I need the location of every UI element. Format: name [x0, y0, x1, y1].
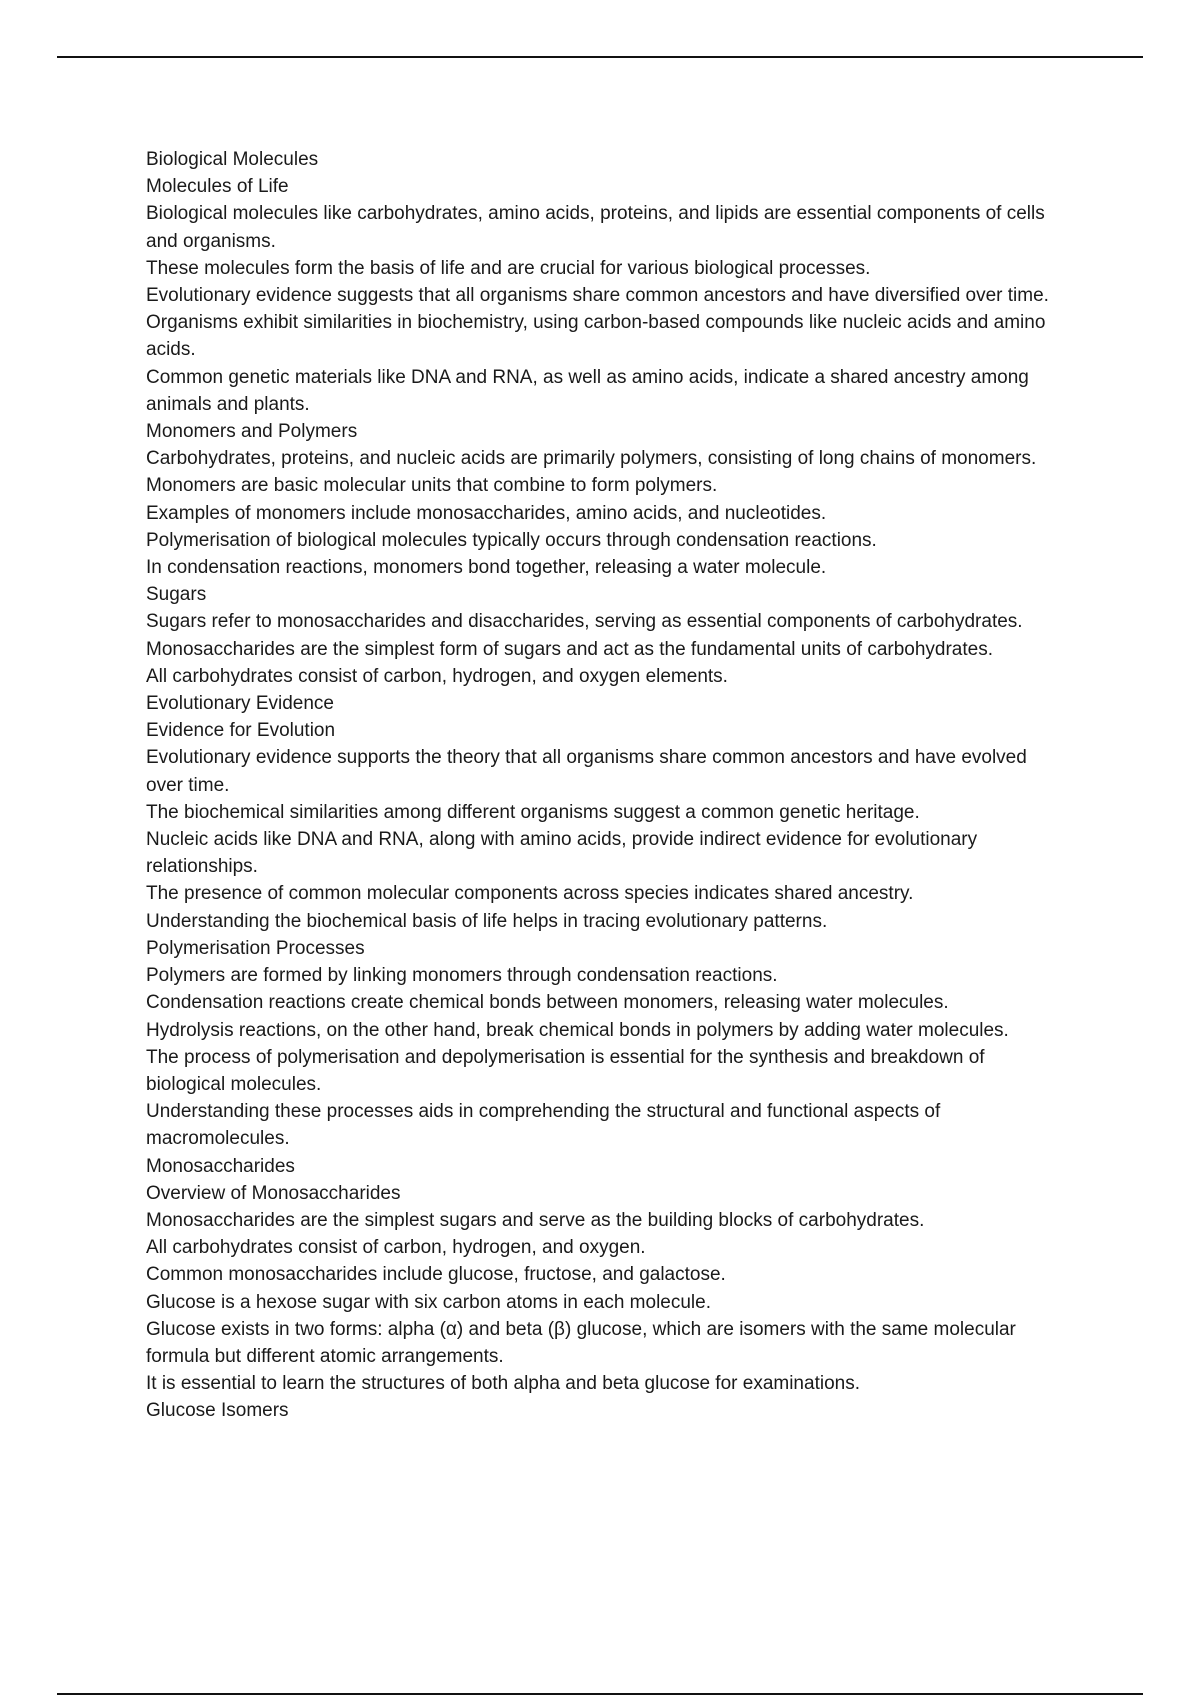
- section-heading: Evolutionary Evidence: [146, 693, 334, 715]
- paragraph-line: Polymerisation of biological molecules typically occurs through condensation reactions.: [146, 529, 877, 551]
- paragraph-line: Evolutionary evidence suggests that all organisms share common ancestors and have diversified over time.: [146, 285, 1049, 307]
- section-heading: Molecules of Life: [146, 176, 289, 198]
- paragraph-line: It is essential to learn the structures of both alpha and beta glucose for examinations.: [146, 1373, 860, 1395]
- header-rule: [57, 56, 1143, 58]
- paragraph-line: The process of polymerisation and depolymerisation is essential for the synthesis and breakdown of biological molecules.: [146, 1046, 985, 1095]
- paragraph-line: Glucose is a hexose sugar with six carbon atoms in each molecule.: [146, 1291, 711, 1313]
- paragraph-line: Organisms exhibit similarities in biochemistry, using carbon-based compounds like nucleic acids and amino acids.: [146, 312, 1046, 361]
- paragraph-line: Monomers are basic molecular units that combine to form polymers.: [146, 475, 718, 497]
- paragraph-line: These molecules form the basis of life and are crucial for various biological processes.: [146, 257, 871, 279]
- paragraph-line: Understanding the biochemical basis of life helps in tracing evolutionary patterns.: [146, 910, 828, 932]
- paragraph-line: Common monosaccharides include glucose, fructose, and galactose.: [146, 1264, 726, 1286]
- paragraph-line: Polymers are formed by linking monomers through condensation reactions.: [146, 965, 778, 987]
- paragraph-line: Common genetic materials like DNA and RNA, as well as amino acids, indicate a shared ancestry among animals and plants.: [146, 366, 1029, 415]
- paragraph-line: The presence of common molecular components across species indicates shared ancestry.: [146, 883, 914, 905]
- section-heading: Evidence for Evolution: [146, 720, 336, 742]
- paragraph-line: Glucose exists in two forms: alpha (α) and beta (β) glucose, which are isomers with the same molecular formula but different atomic arrangements.: [146, 1318, 1016, 1367]
- section-heading: Overview of Monosaccharides: [146, 1182, 401, 1204]
- paragraph-line: Biological molecules like carbohydrates, amino acids, proteins, and lipids are essential components of cells and organisms.: [146, 203, 1045, 252]
- document-body: [146, 146, 1066, 1425]
- section-heading: Monomers and Polymers: [146, 421, 358, 443]
- paragraph-line: The biochemical similarities among different organisms suggest a common genetic heritage.: [146, 801, 920, 823]
- paragraph-line: Sugars refer to monosaccharides and disaccharides, serving as essential components of carbohydrates.: [146, 611, 1023, 633]
- paragraph-line: All carbohydrates consist of carbon, hydrogen, and oxygen.: [146, 1237, 646, 1259]
- footer-rule: [57, 1693, 1143, 1695]
- section-heading: Polymerisation Processes: [146, 937, 365, 959]
- section-heading: Glucose Isomers: [146, 1400, 289, 1422]
- paragraph-line: Hydrolysis reactions, on the other hand, break chemical bonds in polymers by adding water molecules.: [146, 1019, 1009, 1041]
- paragraph-line: Monosaccharides are the simplest sugars and serve as the building blocks of carbohydrates.: [146, 1209, 925, 1231]
- paragraph-line: All carbohydrates consist of carbon, hydrogen, and oxygen elements.: [146, 665, 728, 687]
- paragraph-line: Examples of monomers include monosaccharides, amino acids, and nucleotides.: [146, 502, 827, 524]
- doc-title: Biological Molecules: [146, 149, 319, 170]
- paragraph-line: Nucleic acids like DNA and RNA, along with amino acids, provide indirect evidence for evolutionary relationships.: [146, 829, 978, 878]
- paragraph-line: Condensation reactions create chemical bonds between monomers, releasing water molecules.: [146, 992, 949, 1014]
- paragraph-line: Monosaccharides are the simplest form of sugars and act as the fundamental units of carbohydrates.: [146, 638, 994, 660]
- section-heading: Monosaccharides: [146, 1155, 295, 1177]
- section-heading: Sugars: [146, 584, 207, 606]
- paragraph-line: In condensation reactions, monomers bond together, releasing a water molecule.: [146, 557, 827, 579]
- paragraph-line: Understanding these processes aids in comprehending the structural and functional aspects of macromolecules.: [146, 1101, 941, 1150]
- paragraph-line: Carbohydrates, proteins, and nucleic acids are primarily polymers, consisting of long chains of monomers.: [146, 448, 1037, 470]
- paragraph-line: Evolutionary evidence supports the theory that all organisms share common ancestors and have evolved over time.: [146, 747, 1027, 796]
